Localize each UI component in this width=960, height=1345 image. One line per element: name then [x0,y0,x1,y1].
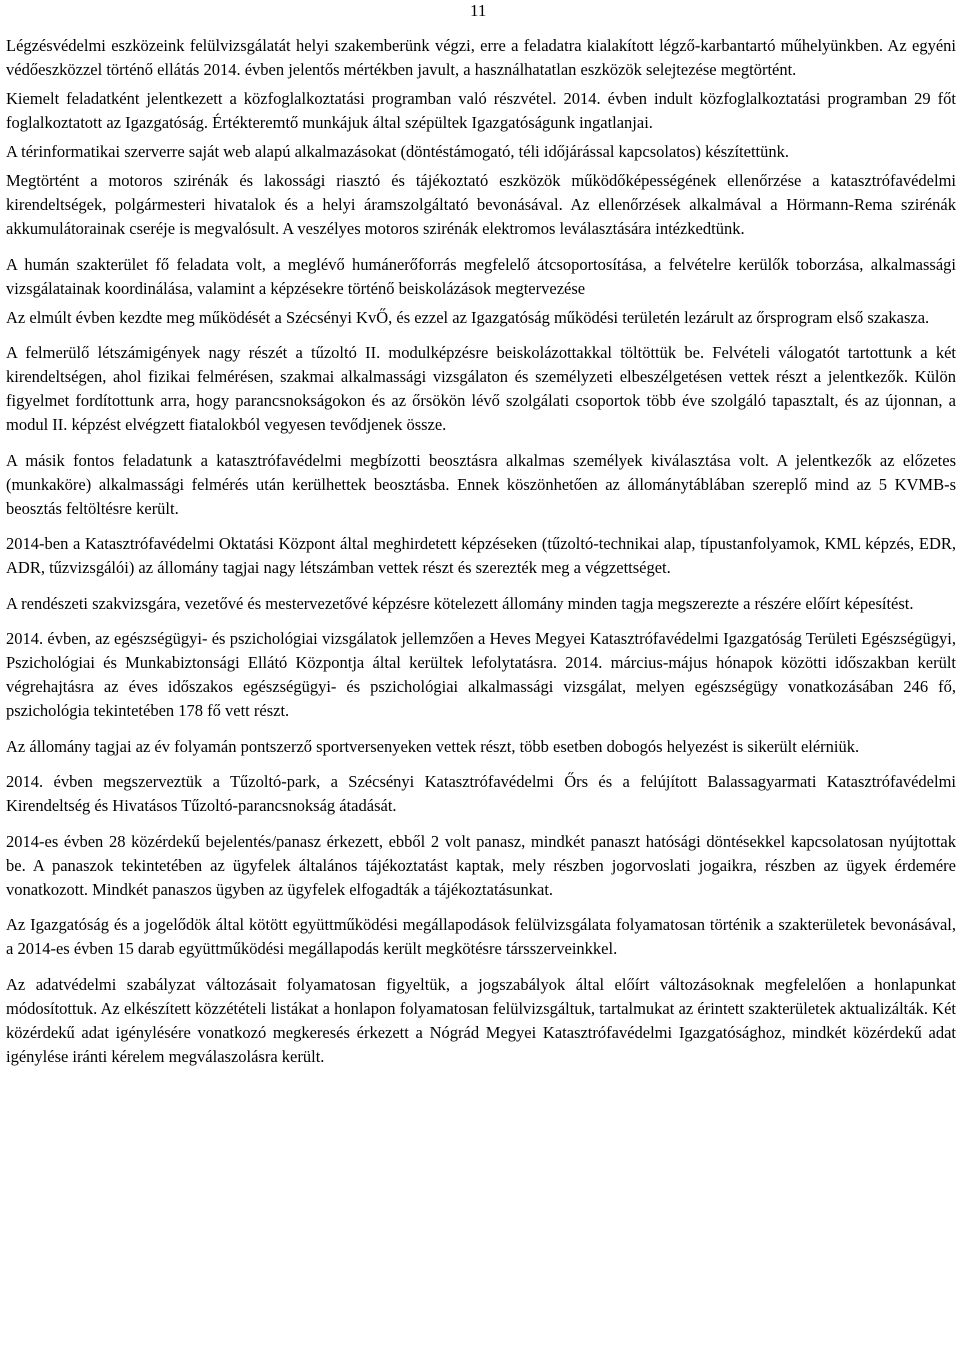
paragraph-respiratory-equipment: Légzésvédelmi eszközeink felülvizsgálatát helyi szakemberünk végzi, erre a feladatra kialakított légző-karbantartó műhelyünkben. Az egyéni védőeszközzel történő ellátás 2014. évben jelentős mértékben javult, a használhatatlan eszközök selejtezése megtörtént. [6,36,956,79]
paragraph-data-protection: Az adatvédelmi szabályzat változásait folyamatosan figyeltük, a jogszabályok által előírt változásoknak megfelelően a honlapunkat módosítottuk. Az elkészített közzétételi listákat a honlapon folyamatosan felülvizsgáltuk, tartalmukat az érintett szakterületek aktualizálták. Két közérdekű adat igénylésére vonatkozó megkeresés érkezett a Nógrád Megyei Katasztrófavédelmi Igazgatósághoz, mindkét közérdekű adat igénylése iránti kérelem megválaszolásra került. [6,974,956,1066]
paragraph-gis-server: A térinformatikai szerverre saját web alapú alkalmazásokat (döntéstámogató, téli időjárással kapcsolatos) készítettünk. [6,142,790,161]
paragraph-cooperation-agreements: Az Igazgatóság és a jogelődök által kötött együttműködési megállapodások felülvizsgálata folyamatosan történik a szakterületek bevonásával, a 2014-es évben 15 darab együttműködési megállapodás került megkötésre társszerveinkkel. [6,915,956,958]
paragraph-staffing: A felmerülő létszámigények nagy részét a tűzoltó II. modulképzésre beiskolázottakkal töltöttük be. Felvételi válogatót tartottunk a két kirendeltségen, ahol fizikai felmérésen, szakmai alkalmassági vizsgálaton és személyzeti elbeszélgetésen vettek részt a jelentkezők. Külön figyelmet fordítottunk arra, hogy parancsnokságokon és az őrsökön lévő szolgálati csoportok több éve szolgáló tapasztalt, és az újonnan, a modul II. képzést elvégzett fiatalokból vegyesen tevődjenek össze. [6,343,956,434]
paragraph-sports: Az állomány tagjai az év folyamán pontszerző sportversenyeken vettek részt, több esetben dobogós helyezést is sikerült elérniük. [6,736,860,756]
page-number: 11 [470,1,487,20]
document-body [6,34,956,1080]
paragraph-training: 2014-ben a Katasztrófavédelmi Oktatási Központ által meghirdetett képzéseken (tűzoltó-technikai alap, típustanfolyamok, KML képzés, EDR, ADR, tűzvizsgálói) az állomány tagjai nagy létszámban vettek részt és szerezték meg a végzettséget. [6,534,956,577]
paragraph-disaster-commissioners: A másik fontos feladatunk a katasztrófavédelmi megbízotti beosztásra alkalmas személyek kiválasztása volt. A jelentkezők az előzetes (munkaköre) alkalmassági felmérés után kerülhettek beosztásba. Ennek köszönhetően az állománytáblában szereplő mind az 5 KVMB-s beosztás feltöltésre került. [6,450,956,518]
paragraph-exams: A rendészeti szakvizsgára, vezetővé és mestervezetővé képzésre kötelezett állomány minden tagja megszerezte a részére előírt képesítést. [6,593,914,613]
paragraph-handovers: 2014. évben megszerveztük a Tűzoltó-park, a Szécsényi Katasztrófavédelmi Őrs és a felújított Balassagyarmati Katasztrófavédelmi Kirendeltség és Hivatásos Tűzoltó-parancsnokság átadását. [6,772,956,815]
paragraph-public-work-program: Kiemelt feladatként jelentkezett a közfoglalkoztatási programban való részvétel. 2014. évben indult közfoglalkoztatási programban 29 főt foglalkoztatott az Igazgatóság. Értékteremtő munkájuk által szépültek Igazgatóságunk ingatlanjai. [6,89,956,132]
paragraph-sirens: Megtörtént a motoros szirénák és lakossági riasztó és tájékoztató eszközök működőképességének ellenőrzése a katasztrófavédelmi kirendeltségek, polgármesteri hivatalok és a helyi áramszolgáltató bevonásával. Az ellenőrzések alkalmával a Hörmann-Rema szirénák akkumulátorainak cseréje is megvalósult. A veszélyes motoros szirénák elektromos leválasztására intézkedtünk. [6,171,956,238]
paragraph-human-resources: A humán szakterület fő feladata volt, a meglévő humánerőforrás megfelelő átcsoportosítása, a felvételre kerülők toborzása, alkalmassági vizsgálatainak koordinálása, valamint a képzésekre történő beiskolázások megtervezése [6,254,956,298]
paragraph-complaints: 2014-es évben 28 közérdekű bejelentés/panasz érkezett, ebből 2 volt panasz, mindkét panaszt hatósági döntésekkel kapcsolatosan nyújtottak be. A panaszok tekintetében az ügyfelek általános tájékoztatást kaptak, mely részben jogorvoslati jogaikra, részben az ügyek érdemére vonatkozott. Mindkét panaszos ügyben az ügyfelek elfogadták a tájékoztatásunkat. [6,831,956,899]
paragraph-szecsenyi-station: Az elmúlt évben kezdte meg működését a Szécsényi KvŐ, és ezzel az Igazgatóság működési területén lezárult az őrsprogram első szakasza. [6,307,930,327]
paragraph-health-checks: 2014. évben, az egészségügyi- és pszichológiai vizsgálatok jellemzően a Heves Megyei Katasztrófavédelmi Igazgatóság Területi Egészségügyi, Pszichológiai és Munkabiztonsági Ellátó Központja által kerültek lefolytatásra. 2014. március-május hónapok közötti időszakban került végrehajtásra az éves időszakos egészségügyi- és pszichológiai alkalmassági vizsgálat, melyen egészségügy vonatkozásában 246 fő, pszichológia tekintetében 178 fő vett részt. [6,629,956,720]
